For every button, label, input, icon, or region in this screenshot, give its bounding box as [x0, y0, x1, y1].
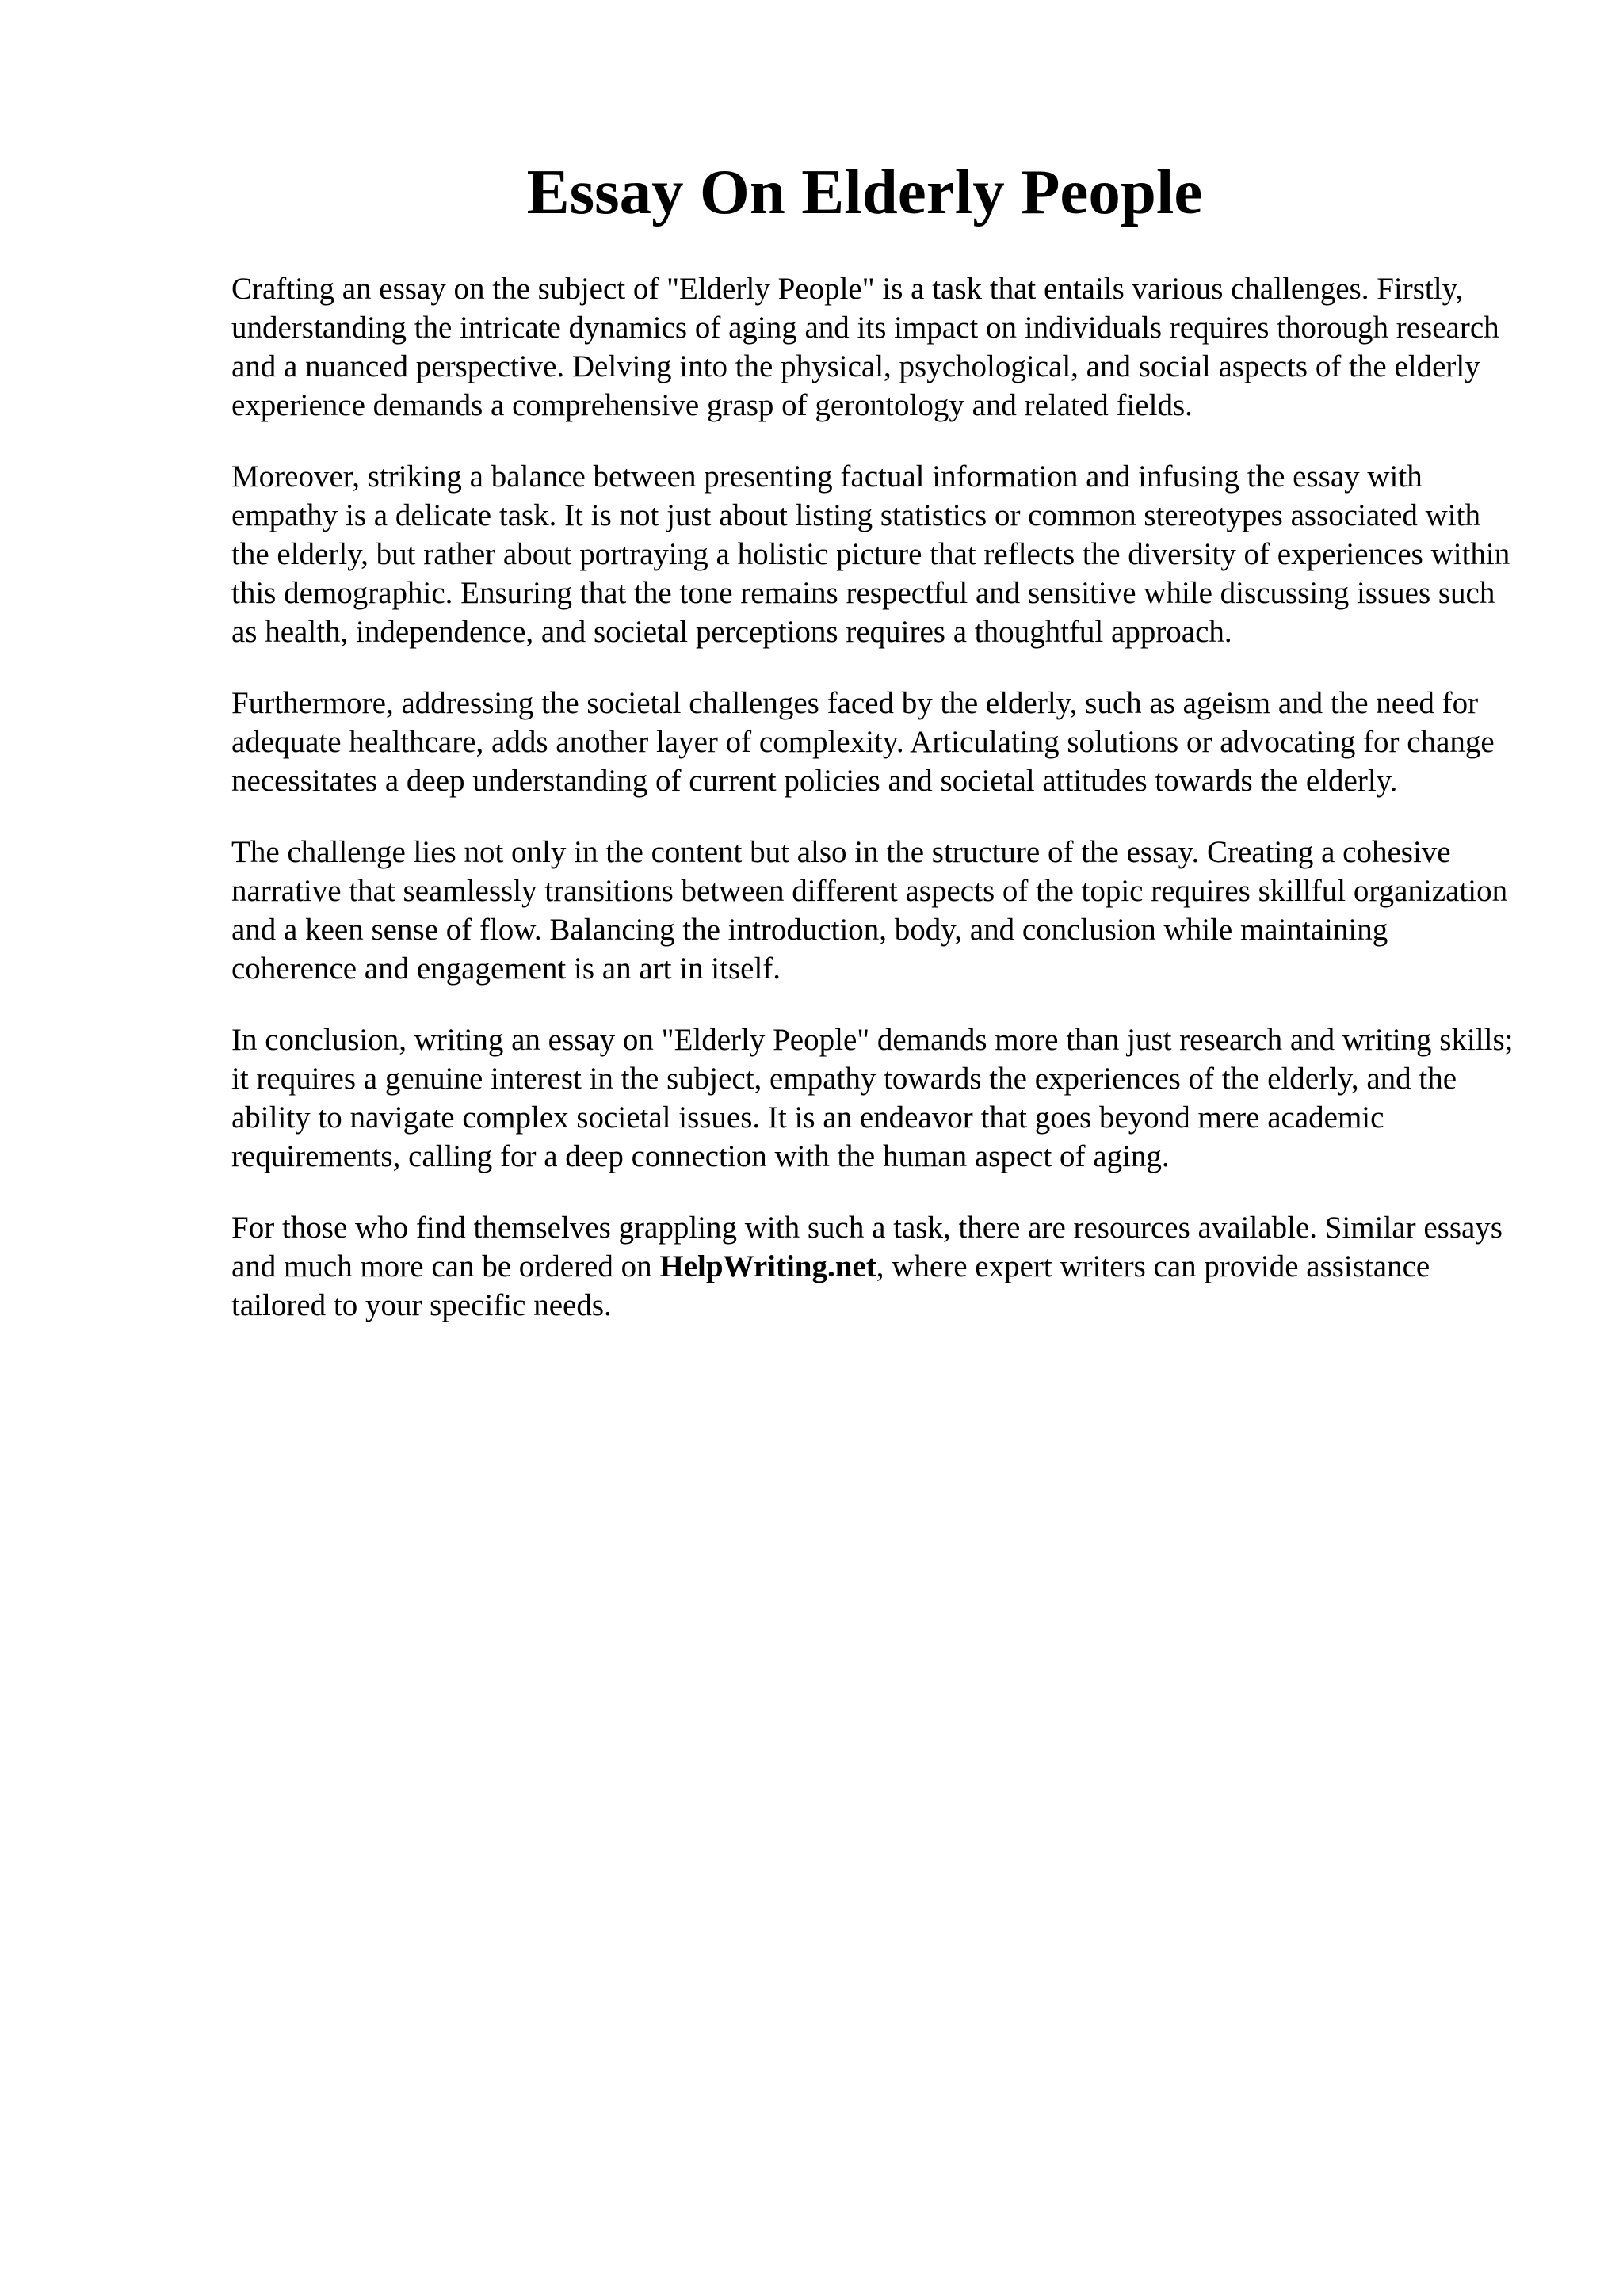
closing-paragraph	[231, 1208, 1515, 1325]
helpwriting-link[interactable]: HelpWriting.net	[659, 1249, 876, 1283]
paragraph-4: The challenge lies not only in the content but also in the structure of the essay. Creating a cohesive narrative that seamlessly transitions between different aspects of the topic requires skillful organization and a keen sense of flow. Balancing the introduction, body, and conclusion while maintaining coherence and engagement is an art in itself.	[231, 835, 1508, 986]
page-title: Essay On Elderly People	[526, 156, 1203, 227]
paragraph-1: Crafting an essay on the subject of "Elderly People" is a task that entails various challenges. Firstly, understanding the intricate dynamics of aging and its impact on individuals requires thorough research and a nuanced perspective. Delving into the physical, psychological, and social aspects of the elderly experience demands a comprehensive grasp of gerontology and related fields.	[231, 272, 1499, 422]
paragraph-3: Furthermore, addressing the societal challenges faced by the elderly, such as ageism and the need for adequate healthcare, adds another layer of complexity. Articulating solutions or advocating for change necessitates a deep understanding of current policies and societal attitudes towards the elderly.	[231, 686, 1495, 798]
essay-body	[231, 269, 1515, 1357]
paragraph-2: Moreover, striking a balance between presenting factual information and infusing the essay with empathy is a delicate task. It is not just about listing statistics or common stereotypes associated with the elderly, but rather about portraying a holistic picture that reflects the diversity of experiences within this demographic. Ensuring that the tone remains respectful and sensitive while discussing issues such as health, independence, and societal perceptions requires a thoughtful approach.	[231, 460, 1510, 649]
closing-text-after-link: , where expert writers can provide assistance tailored to your specific needs.	[231, 1249, 1430, 1322]
paragraph-5: In conclusion, writing an essay on "Elderly People" demands more than just research and writing skills; it requires a genuine interest in the subject, empathy towards the experiences of the elderly, and the ability to navigate complex societal issues. It is an endeavor that goes beyond mere academic requirements, calling for a deep connection with the human aspect of aging.	[231, 1023, 1514, 1173]
closing-text-before-link: For those who find themselves grappling with such a task, there are resources available. Similar essays and much more can be ordered on	[231, 1211, 1503, 1283]
